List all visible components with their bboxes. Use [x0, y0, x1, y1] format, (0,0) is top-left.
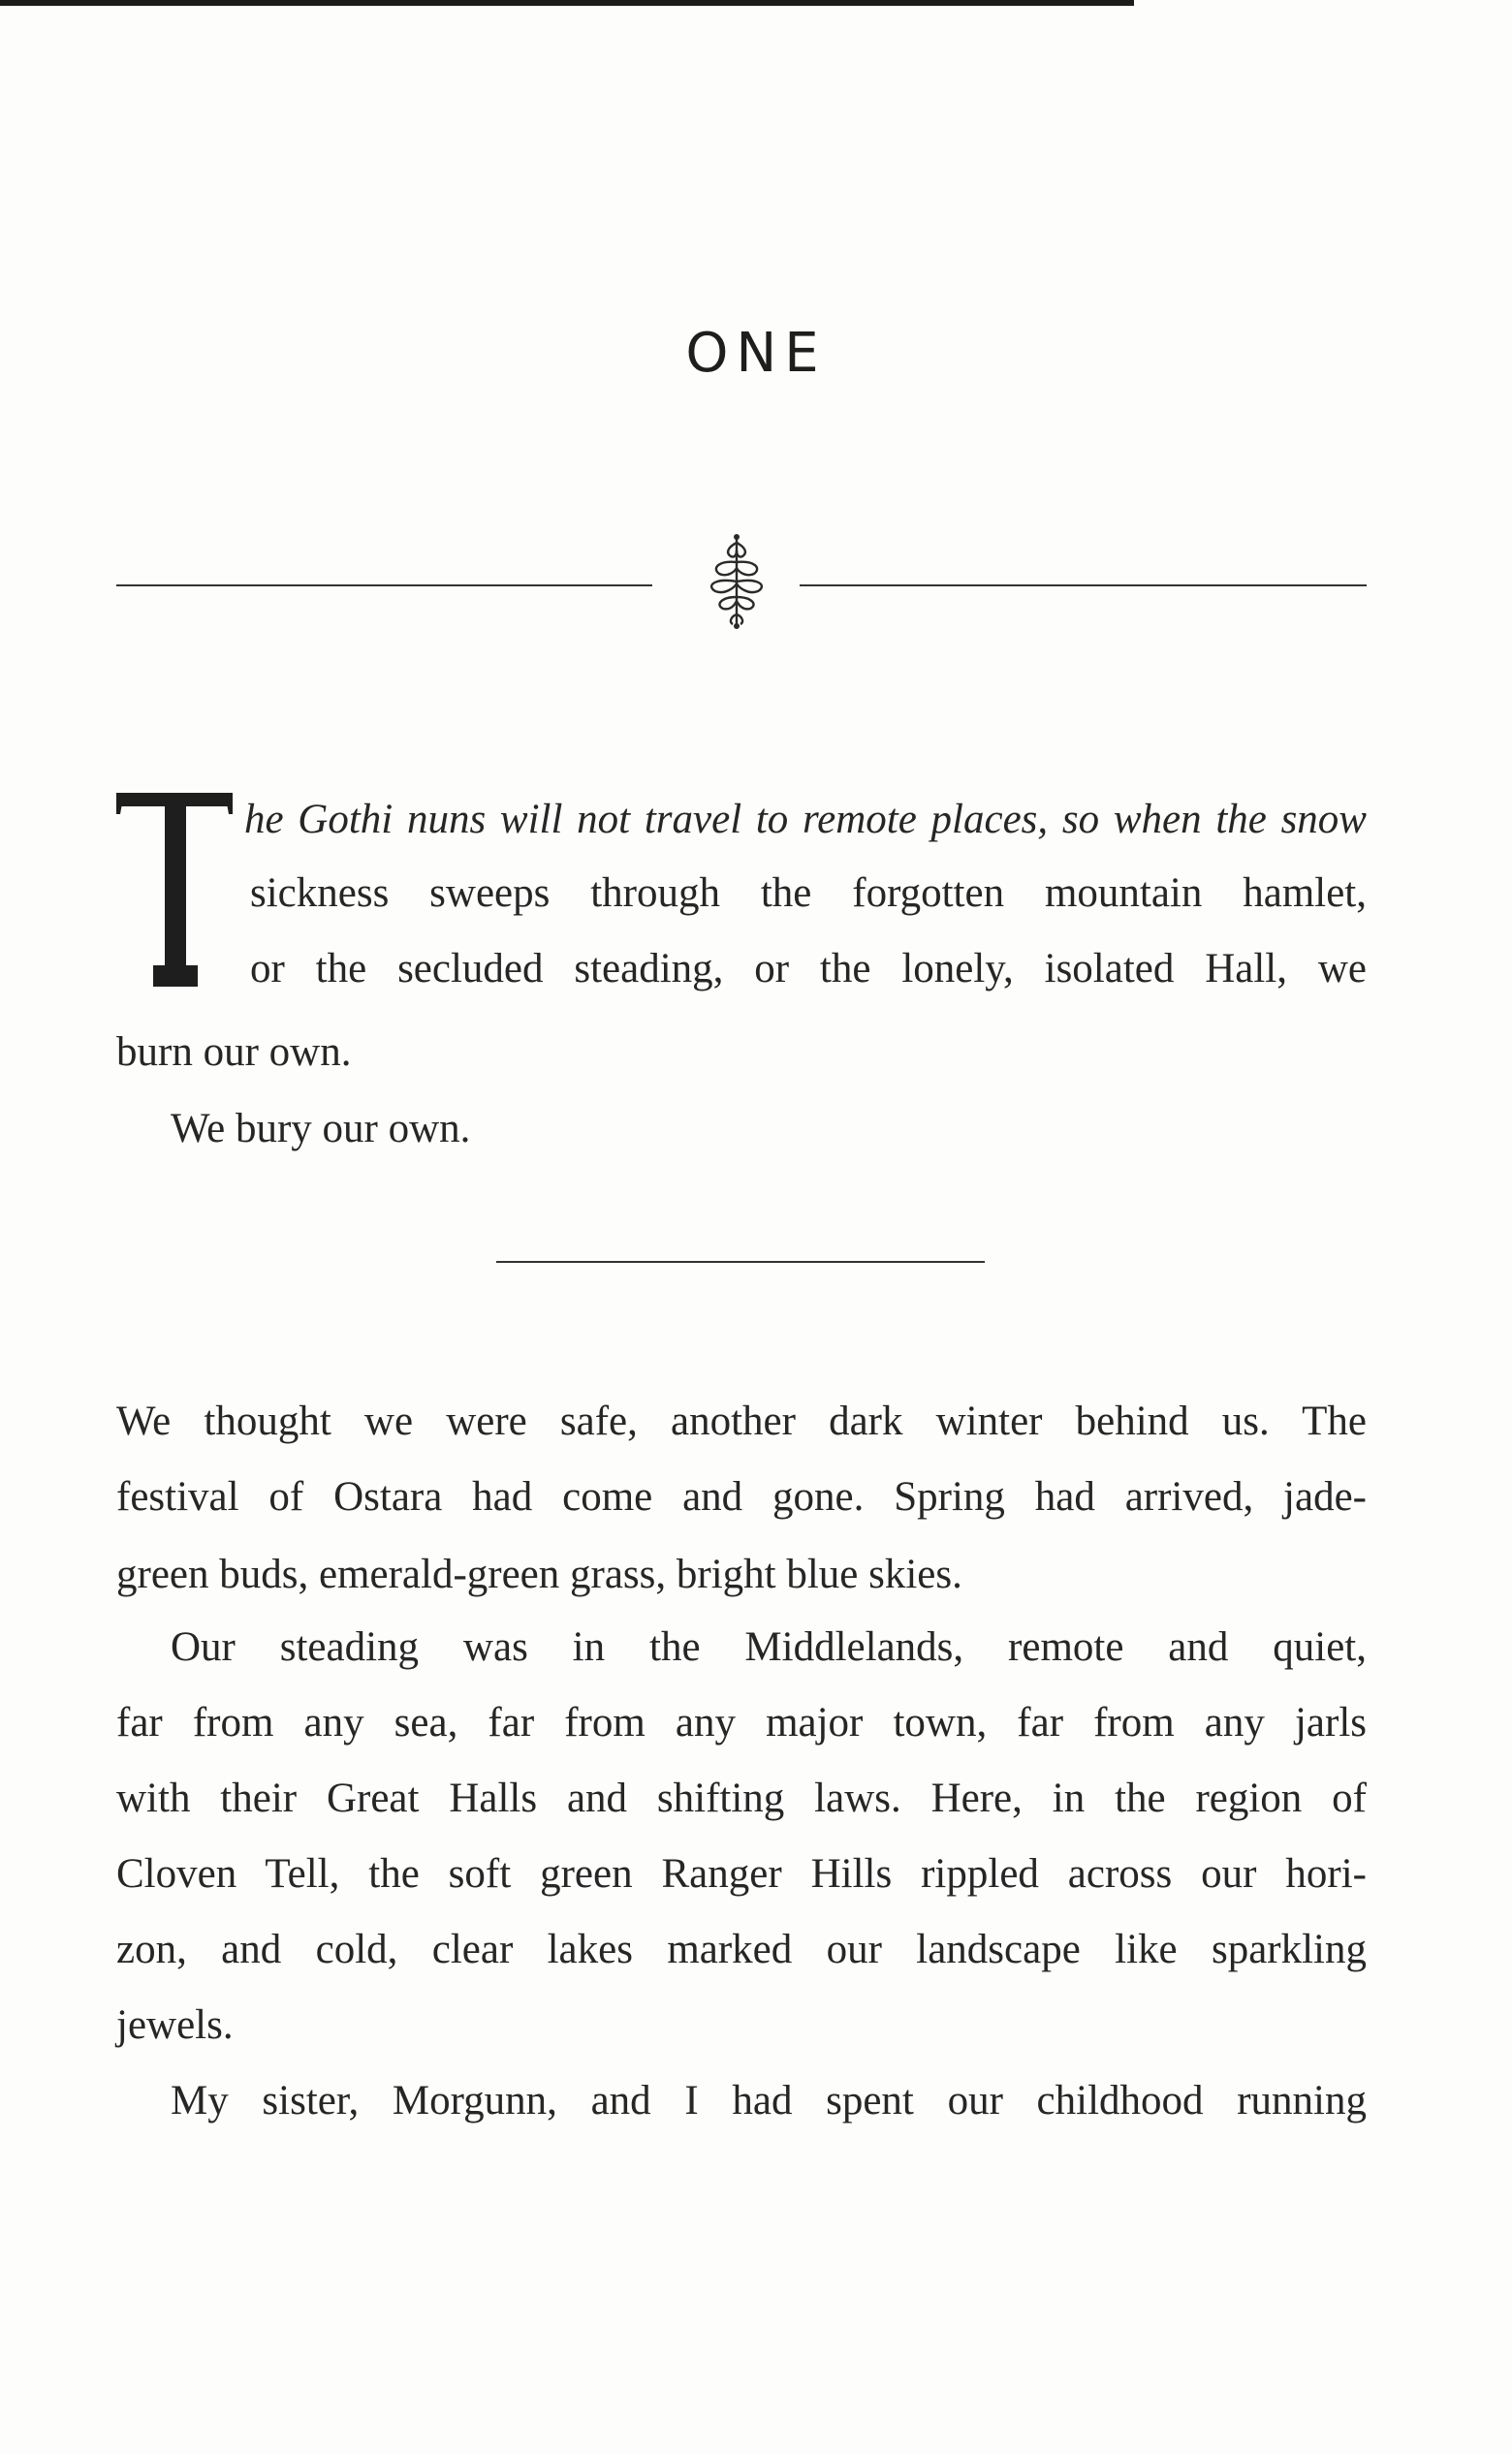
- opening-line-3: or the secluded steading, or the lonely, isolated Hall, we: [250, 946, 1367, 991]
- dropcap-letter: [107, 785, 242, 993]
- body-line-6: with their Great Halls and shifting laws. Here, in the region of: [116, 1776, 1367, 1821]
- body-line-4: Our steading was in the Middlelands, remote and quiet,: [171, 1624, 1367, 1670]
- body-line-2: festival of Ostara had come and gone. Spring had arrived, jade-: [116, 1474, 1367, 1520]
- page-top-edge: [0, 0, 1134, 6]
- body-line-10: My sister, Morgunn, and I had spent our childhood running: [171, 2078, 1367, 2124]
- body-line-8: zon, and cold, clear lakes marked our landscape like sparkling: [116, 1927, 1367, 1972]
- body-line-3: green buds, emerald-green grass, bright blue skies.: [116, 1552, 962, 1597]
- ornament-rule-right: [800, 584, 1367, 586]
- opening-line-1: he Gothi nuns will not travel to remote places, so when the snow: [244, 797, 1367, 842]
- body-line-1: We thought we were safe, another dark winter behind us. The: [116, 1399, 1367, 1444]
- opening-line-2: sickness sweeps through the forgotten mountain hamlet,: [250, 870, 1367, 916]
- body-line-5: far from any sea, far from any major town, far from any jarls: [116, 1700, 1367, 1746]
- chapter-title: ONE: [685, 322, 827, 385]
- section-break-rule: [496, 1261, 985, 1263]
- fleuron-ornament-icon: [690, 533, 783, 630]
- opening-line-5: We bury our own.: [171, 1106, 471, 1151]
- body-line-7: Cloven Tell, the soft green Ranger Hills rippled across our hori-: [116, 1851, 1367, 1897]
- ornament-rule-left: [116, 584, 652, 586]
- body-line-9: jewels.: [116, 2002, 234, 2048]
- opening-line-4: burn our own.: [116, 1029, 352, 1075]
